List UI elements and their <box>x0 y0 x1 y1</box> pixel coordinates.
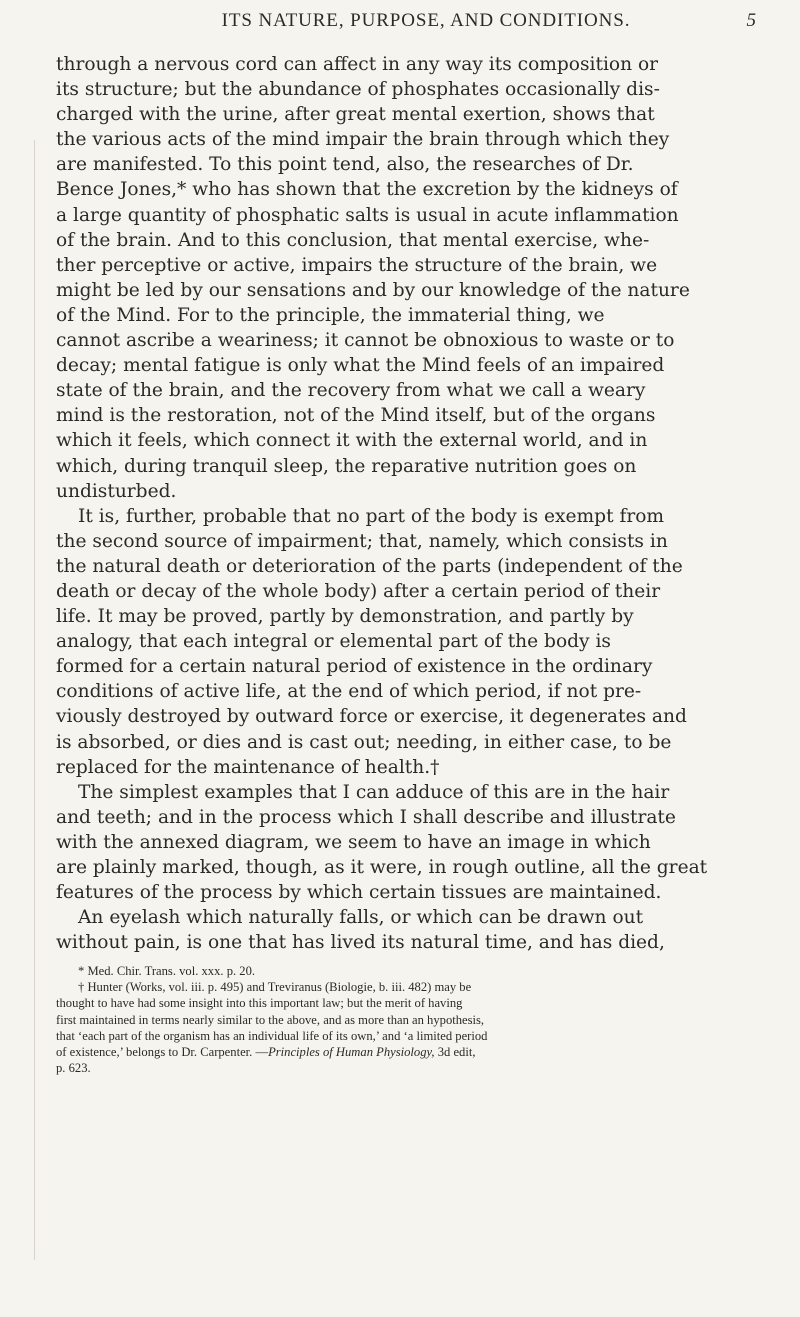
body-line: with the annexed diagram, we seem to have an image in which <box>56 831 651 853</box>
body-line: which it feels, which connect it with the external world, and in <box>56 430 648 452</box>
paragraph-start-line: The simplest examples that I can adduce of this are in the hair <box>78 781 670 803</box>
body-line: without pain, is one that has lived its natural time, and has died, <box>56 932 665 954</box>
body-line: and teeth; and in the process which I shall describe and illustrate <box>56 806 676 828</box>
body-line: the second source of impairment; that, namely, which consists in <box>56 530 668 552</box>
body-line: life. It may be proved, partly by demonstration, and partly by <box>56 606 634 628</box>
paragraph-start-line: It is, further, probable that no part of the body is exempt from <box>78 505 665 527</box>
footnote-2-line <box>56 1044 700 1060</box>
footnotes <box>56 963 700 1076</box>
page-number: 5 <box>746 10 756 31</box>
body-line: features of the process by which certain tissues are maintained. <box>56 882 662 904</box>
body-line: a large quantity of phosphatic salts is usual in acute inflammation <box>56 204 679 226</box>
body-line: decay; mental fatigue is only what the Mind feels of an impaired <box>56 355 665 377</box>
body-line: ther perceptive or active, impairs the structure of the brain, we <box>56 254 658 276</box>
body-line: mind is the restoration, not of the Mind itself, but of the organs <box>56 405 656 427</box>
body-line: state of the brain, and the recovery from what we call a weary <box>56 380 646 402</box>
body-line: charged with the urine, after great mental exertion, shows that <box>56 104 655 126</box>
footnote-2-page: p. 623. <box>56 1061 91 1076</box>
body-line: might be led by our sensations and by our knowledge of the nature <box>56 279 690 301</box>
body-line: cannot ascribe a weariness; it cannot be obnoxious to waste or to <box>56 330 675 352</box>
footnote-1: * Med. Chir. Trans. vol. xxx. p. 20. <box>78 964 256 978</box>
running-title: ITS NATURE, PURPOSE, AND CONDITIONS. <box>221 10 631 31</box>
body-line: viously destroyed by outward force or exercise, it degenerates and <box>56 706 687 728</box>
body-line: replaced for the maintenance of health.† <box>56 756 440 778</box>
body-line: Bence Jones,* who has shown that the excretion by the kidneys of <box>56 179 678 201</box>
body-line: formed for a certain natural period of existence in the ordinary <box>56 656 653 678</box>
body-line: is absorbed, or dies and is cast out; needing, in either case, to be <box>56 731 672 753</box>
body-line: are manifested. To this point tend, also, the researches of Dr. <box>56 154 634 176</box>
paragraph-start-line: An eyelash which naturally falls, or which can be drawn out <box>78 907 644 929</box>
footnote-2-book-title: Principles of Human Physiology, <box>268 1044 435 1059</box>
body-line: of the Mind. For to the principle, the immaterial thing, we <box>56 304 605 326</box>
body-line: undisturbed. <box>56 480 177 502</box>
footnote-2-text: of existence,’ belongs to Dr. Carpenter. — <box>56 1044 269 1059</box>
footnote-2-line: that ‘each part of the organism has an individual life of its own,’ and ‘a limited period <box>56 1028 488 1043</box>
body-line: are plainly marked, though, as it were, in rough outline, all the great <box>56 857 708 878</box>
body-line: through a nervous cord can affect in any way its composition or <box>56 54 659 75</box>
footnote-2-line: first maintained in terms nearly similar to the above, and as more than an hypothesis, <box>56 1012 485 1027</box>
body-line: analogy, that each integral or elemental part of the body is <box>56 631 611 653</box>
body-line: conditions of active life, at the end of which period, if not pre- <box>56 681 642 703</box>
page-header <box>96 10 756 40</box>
page-margin-shadow <box>34 140 35 1260</box>
footnote-2-line: thought to have had some insight into this important law; but the merit of having <box>56 996 463 1011</box>
footnote-2-line: † Hunter (Works, vol. iii. p. 495) and Treviranus (Biologie, b. iii. 482) may be <box>78 980 472 995</box>
body-line: the natural death or deterioration of the parts (independent of the <box>56 555 683 577</box>
body-text <box>56 52 708 955</box>
body-line: death or decay of the whole body) after a certain period of their <box>56 580 661 602</box>
footnote-2-edition: 3d edit, <box>437 1044 476 1059</box>
body-line: which, during tranquil sleep, the reparative nutrition goes on <box>56 455 637 477</box>
body-line: its structure; but the abundance of phosphates occasionally dis- <box>56 79 660 101</box>
body-line: of the brain. And to this conclusion, that mental exercise, whe- <box>56 229 650 251</box>
body-line: the various acts of the mind impair the brain through which they <box>56 129 670 151</box>
